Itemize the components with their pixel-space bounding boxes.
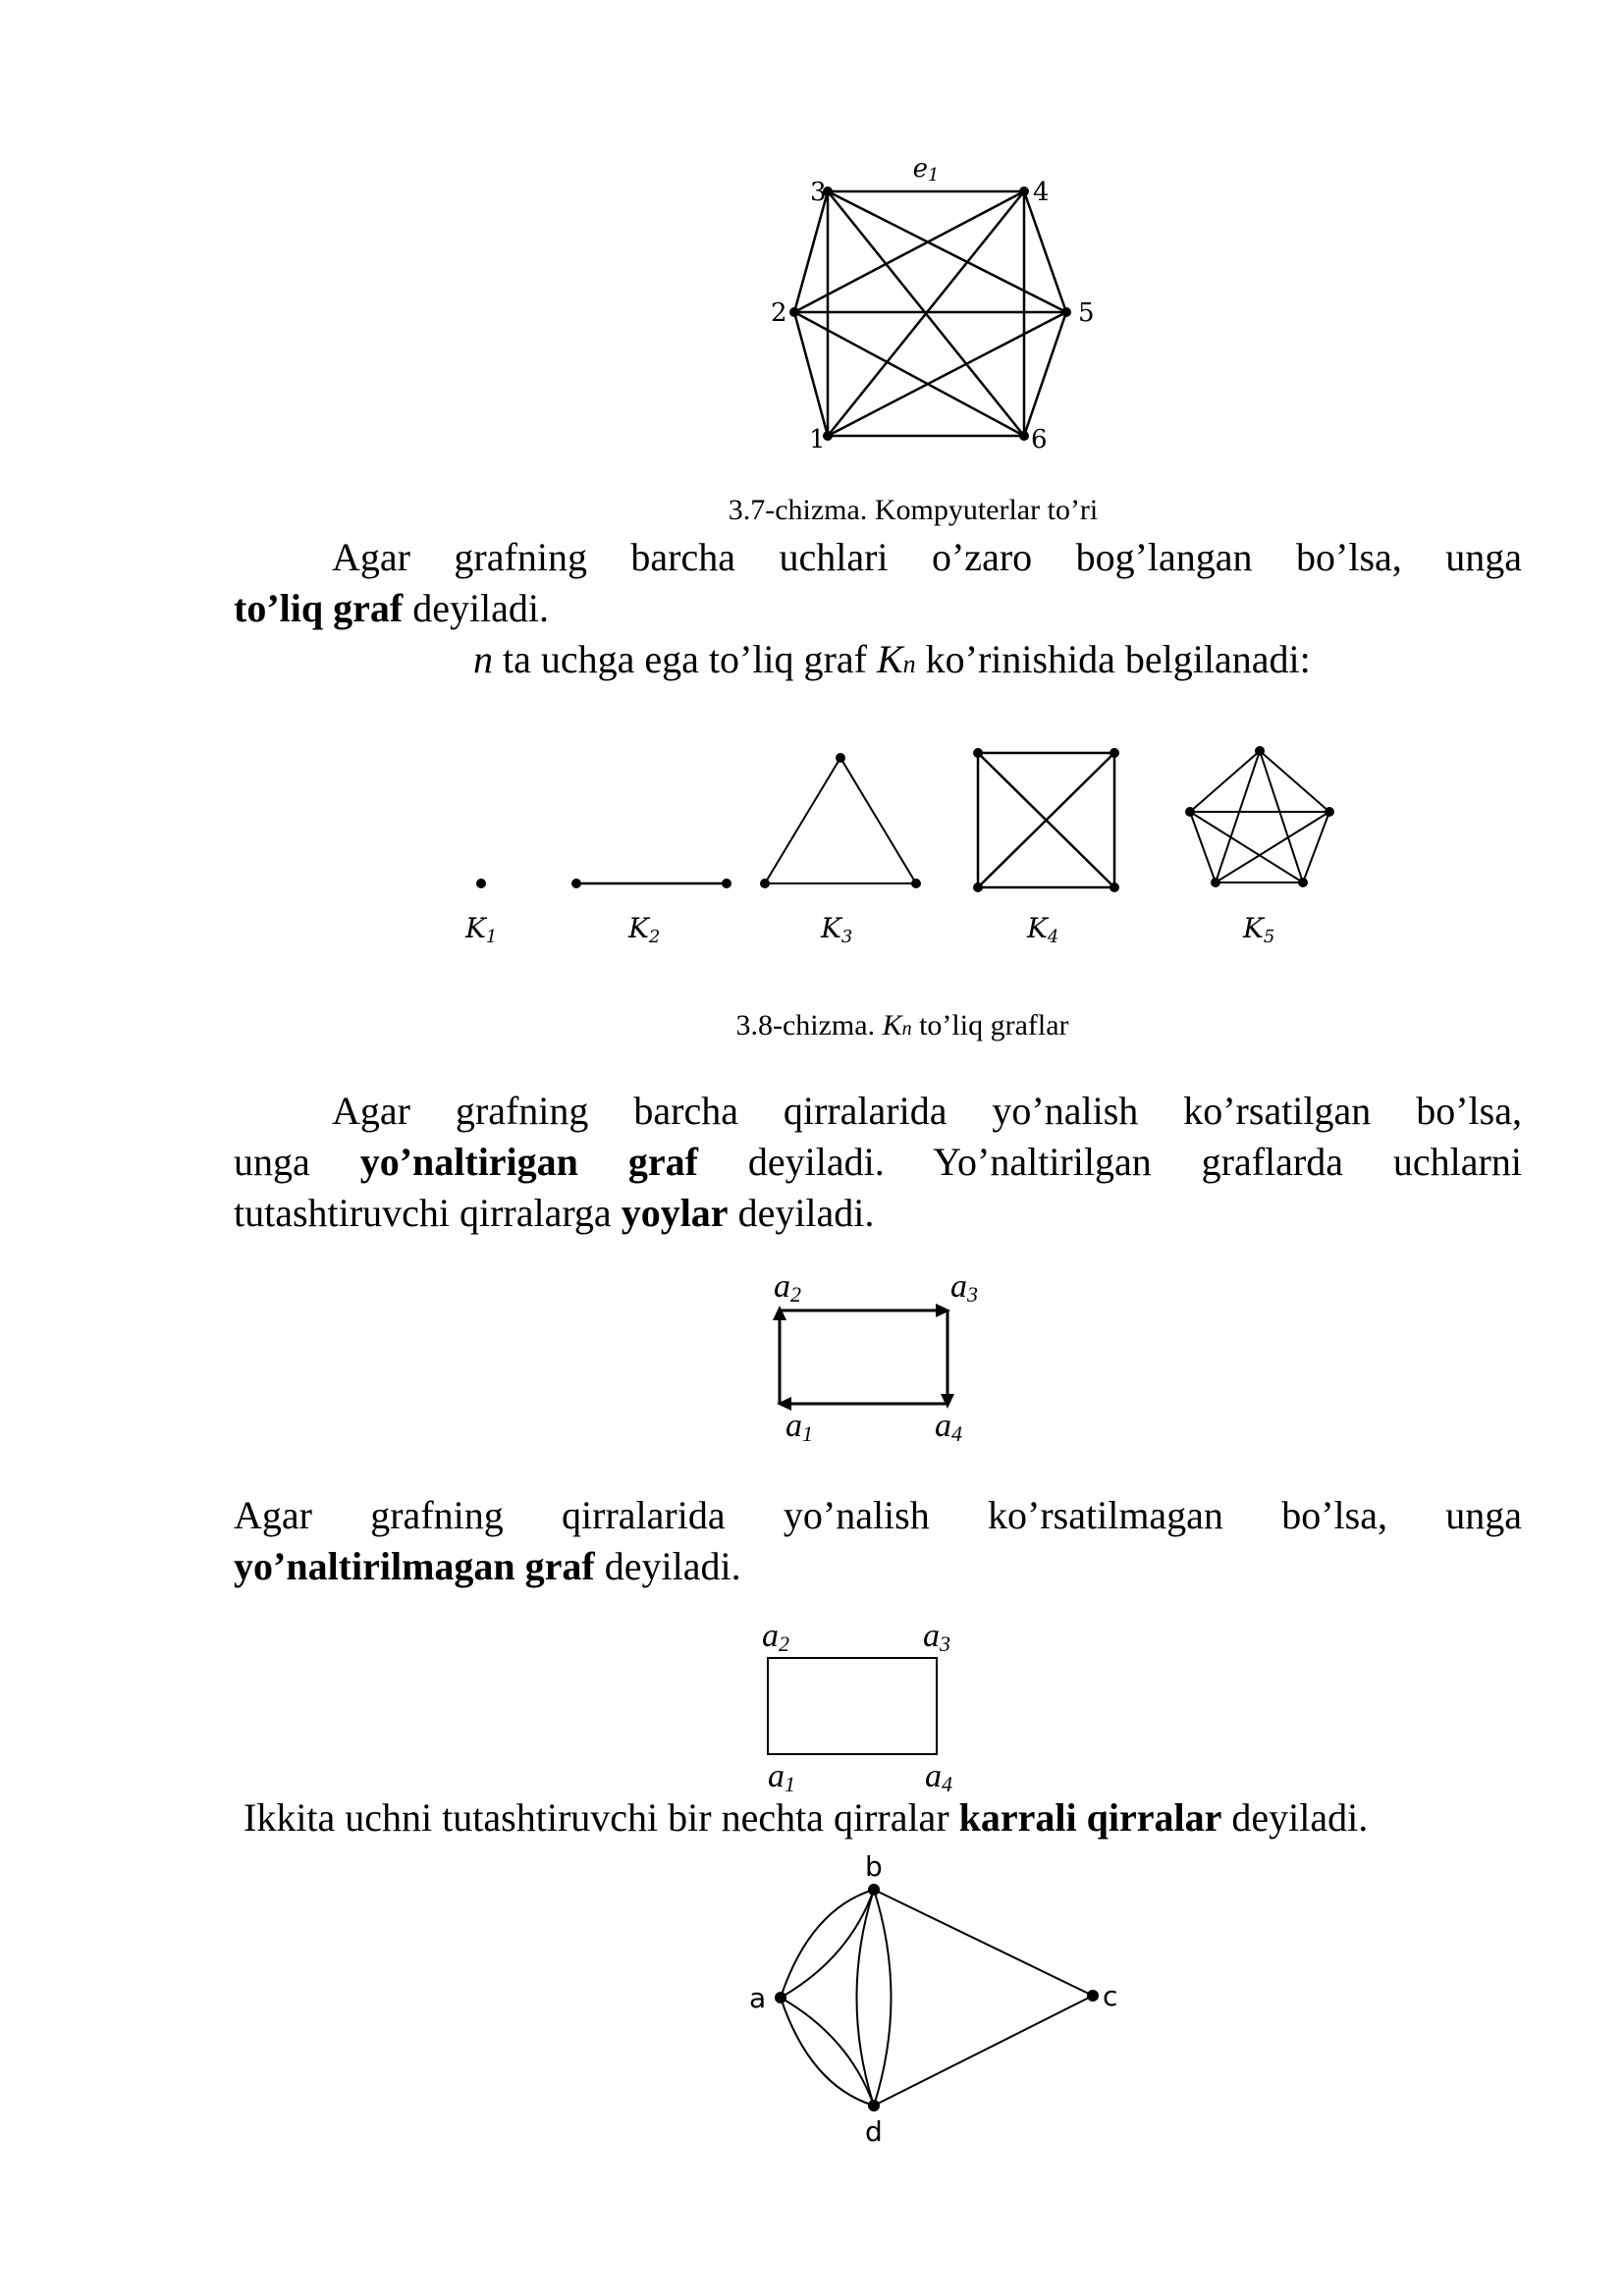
graph-k2 xyxy=(571,879,731,888)
figure-3-8-complete-graphs xyxy=(452,731,1355,967)
vertex-label-a1: a1 xyxy=(785,1408,813,1446)
paragraph-line: Agar grafning qirralarida yo’nalish ko’rsatilmagan bo’lsa, unga xyxy=(234,1493,1522,1537)
text-span: deyiladi. xyxy=(728,1191,875,1235)
term-directed-graph: yo’naltirigan graf xyxy=(359,1140,698,1184)
vertex-label-a4: a4 xyxy=(925,1758,952,1791)
graph-edges xyxy=(794,191,1066,436)
multigraph-vertices xyxy=(775,1884,1099,2111)
symbol-K: K xyxy=(882,1009,902,1041)
text-span: Ikkita uchni tutashtiruvchi bir nechta qirralar xyxy=(244,1795,959,1840)
vertex-label-6: 6 xyxy=(1031,425,1048,454)
paragraph-line xyxy=(473,634,1553,690)
arrowheads xyxy=(773,1304,954,1411)
paragraph-line: Agar grafning barcha uchlari o’zaro bog’langan bo’lsa, unga xyxy=(332,535,1522,579)
vertex-label-d: d xyxy=(865,2115,883,2145)
label-k4: K4 xyxy=(1027,912,1059,947)
vertex-label-a3: a3 xyxy=(950,1271,978,1307)
vertex-label-b: b xyxy=(865,1850,883,1883)
text-span: unga xyxy=(234,1140,360,1184)
edge-label-e1: e1 xyxy=(912,154,940,186)
vertex-label-2: 2 xyxy=(771,298,787,328)
vertex-label-4: 4 xyxy=(1033,178,1050,207)
paragraph-line: Agar grafning barcha qirralarida yo’nalish ko’rsatilgan bo’lsa, xyxy=(332,1089,1522,1133)
paragraph-undirected-graph xyxy=(234,1490,1522,1592)
caption-text: to’liq graflar xyxy=(911,1009,1069,1041)
symbol-subscript-n: n xyxy=(901,1018,912,1040)
multigraph-edges xyxy=(781,1890,1093,2106)
paragraph-multiple-edges xyxy=(244,1792,1532,1843)
vertex-label-a2: a2 xyxy=(774,1271,801,1307)
figure-undirected-rectangle xyxy=(746,1615,982,1791)
caption-text: 3.8-chizma. xyxy=(735,1009,883,1041)
paragraph-directed-graph xyxy=(234,1086,1522,1239)
vertex-label-a3: a3 xyxy=(923,1618,950,1656)
paragraph-line xyxy=(234,1137,1522,1188)
paragraph-line xyxy=(244,1792,1532,1843)
vertex-label-a1: a1 xyxy=(768,1758,795,1791)
vertex-label-a4: a4 xyxy=(935,1408,962,1446)
label-k2: K2 xyxy=(628,912,661,947)
figure-3-7-graph xyxy=(746,147,1119,461)
term-arcs: yoylar xyxy=(621,1191,729,1235)
paragraph-kn-notation xyxy=(473,634,1553,690)
label-k1: K1 xyxy=(465,912,498,947)
term-undirected-graph: yo’naltirilmagan graf xyxy=(234,1544,595,1588)
term-complete-graph: to’liq graf xyxy=(234,586,404,630)
paragraph-complete-graph xyxy=(234,532,1522,634)
figure-multigraph xyxy=(741,1850,1134,2145)
text-span: deyiladi. xyxy=(403,586,550,630)
vertex-label-a2: a2 xyxy=(762,1618,789,1656)
graph-k4 xyxy=(973,748,1119,892)
text-span: deyiladi. xyxy=(594,1544,741,1588)
text-span: ta uchga ega to’liq graf xyxy=(493,637,877,681)
symbol-subscript-n: n xyxy=(902,650,916,678)
figure-3-7-caption: 3.7-chizma. Kompyuterlar to’ri xyxy=(728,494,1099,526)
graph-k3 xyxy=(760,753,921,888)
figure-3-8-caption xyxy=(0,1009,1624,1042)
text-span: ko’rinishida belgilanadi: xyxy=(915,637,1311,681)
graph-k1 xyxy=(476,879,486,888)
symbol-K: K xyxy=(876,637,903,681)
term-multiple-edges: karrali qirralar xyxy=(958,1795,1222,1840)
figure-directed-rectangle xyxy=(756,1271,992,1448)
vertex-label-1: 1 xyxy=(809,425,826,454)
graph-vertices xyxy=(789,187,1071,441)
text-span: deyiladi. Yo’naltirilgan graflarda uchlarni xyxy=(697,1140,1522,1184)
label-k3: K3 xyxy=(821,912,853,947)
graph-k5 xyxy=(1185,746,1334,887)
label-k5: K5 xyxy=(1243,912,1275,947)
text-span: deyiladi. xyxy=(1221,1795,1369,1840)
text-span: tutashtiruvchi qirralarga xyxy=(234,1191,622,1235)
vertex-label-5: 5 xyxy=(1078,298,1095,328)
paragraph-line xyxy=(234,583,1522,634)
vertex-label-c: c xyxy=(1103,1980,1118,2012)
vertex-label-3: 3 xyxy=(810,178,827,207)
paragraph-line xyxy=(234,1188,1522,1239)
symbol-n: n xyxy=(473,637,493,681)
vertex-label-a: a xyxy=(749,1982,767,2014)
paragraph-line xyxy=(234,1541,1522,1592)
